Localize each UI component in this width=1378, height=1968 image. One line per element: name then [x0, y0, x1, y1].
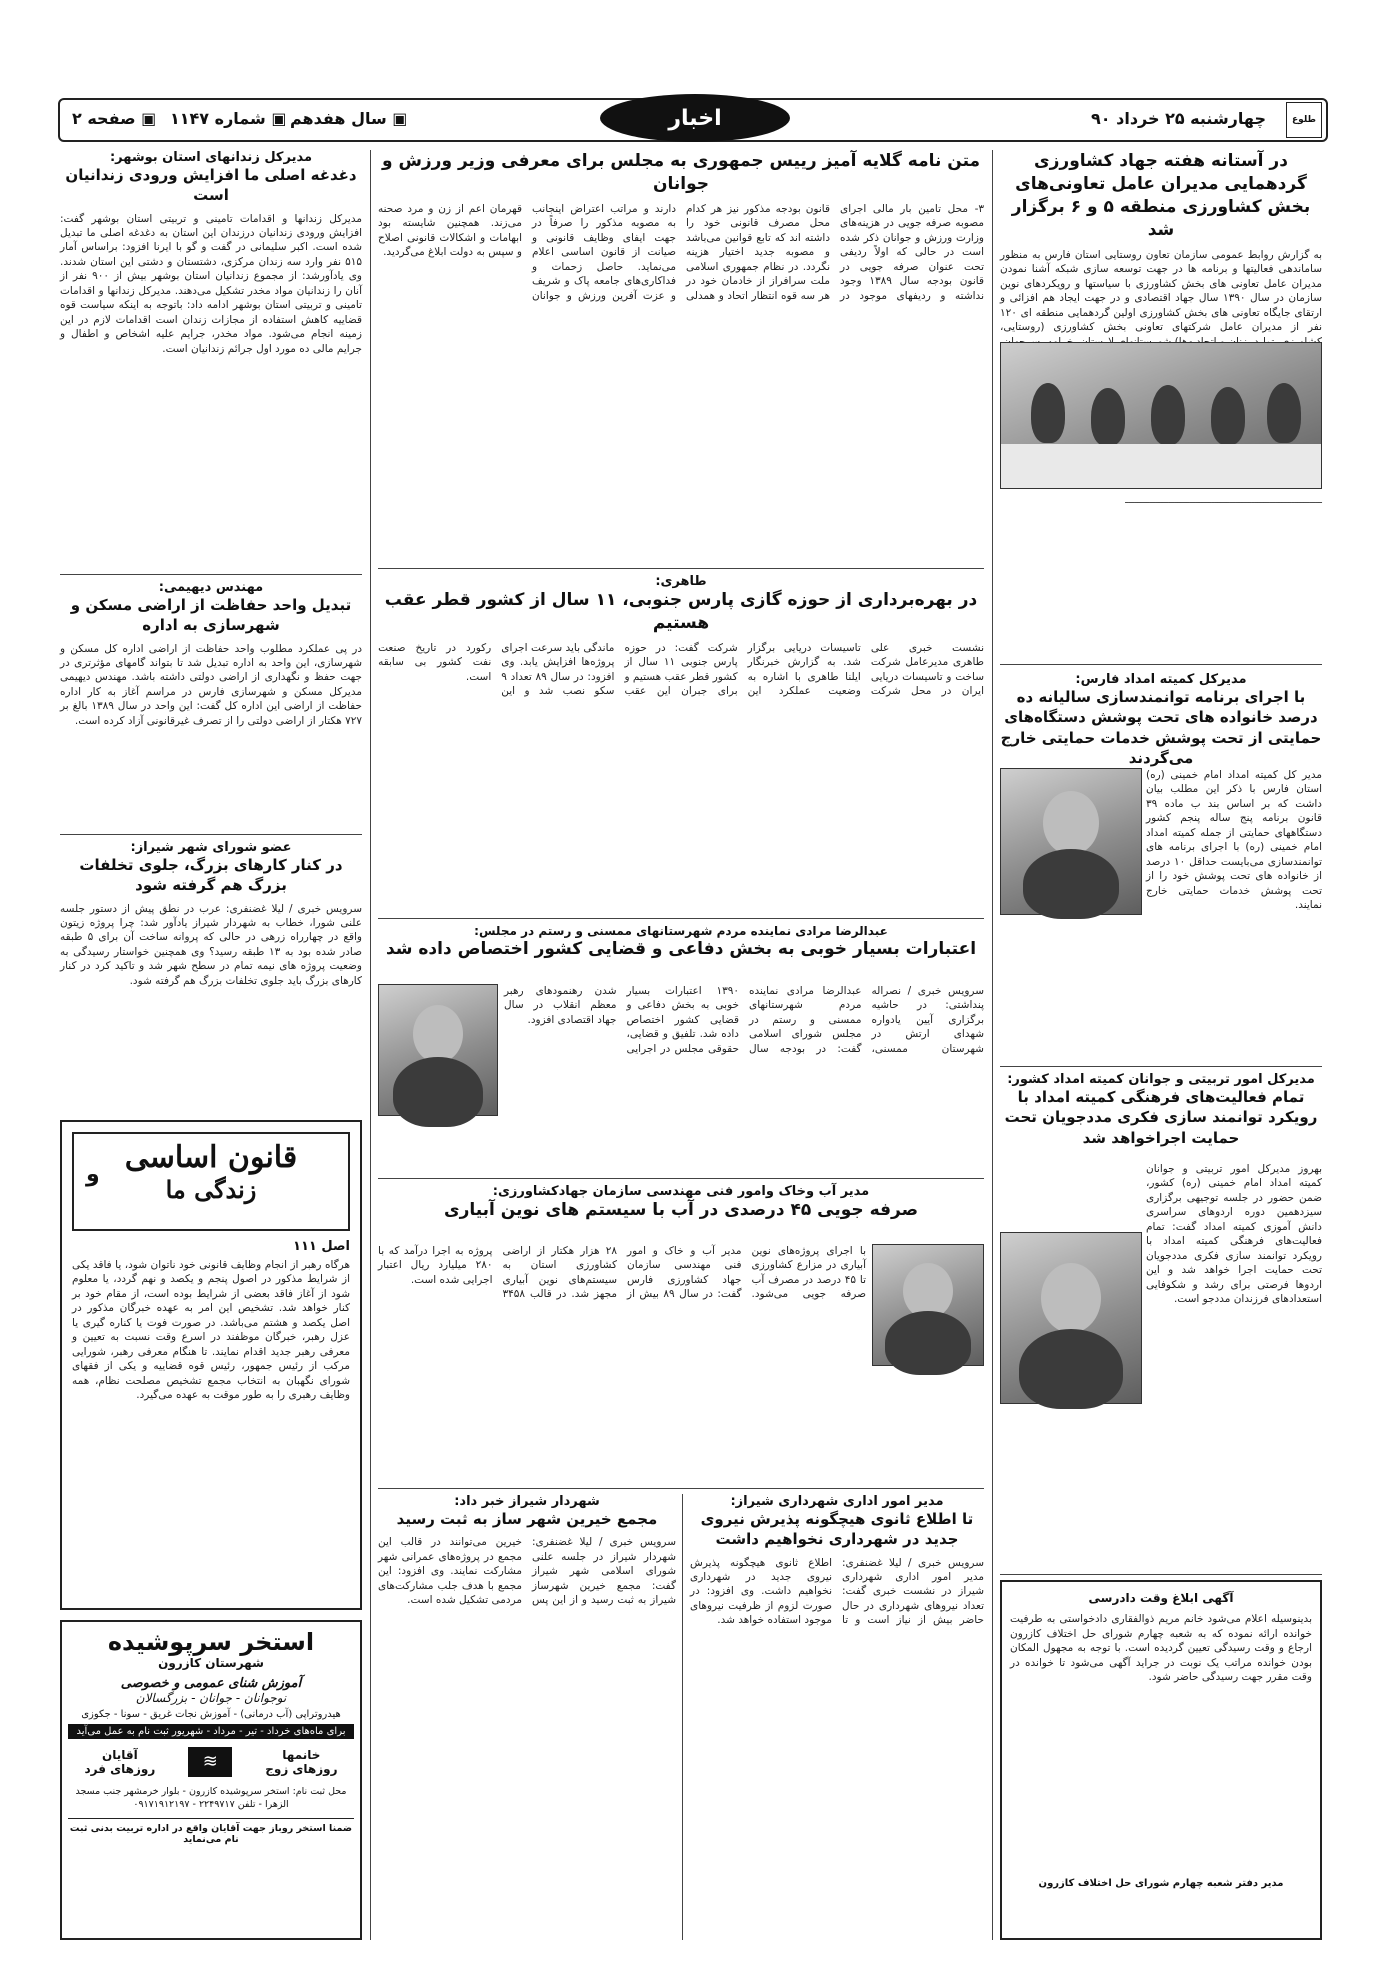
article-land-headline: تبدیل واحد حفاظت از اراضی مسکن و شهرسازی به اداره	[70, 596, 352, 635]
article-water-kicker: مدیر آب وخاک وامور فنی مهندسی سازمان جهادکشاورزی:	[492, 1184, 870, 1199]
rule-left-col	[370, 150, 371, 1940]
rule-center-4	[378, 1488, 984, 1489]
rule-right-2	[1000, 1066, 1322, 1067]
masthead-year: ▣ سال هفدهم	[290, 109, 408, 128]
quran-body: هرگاه رهبر از انجام وظایف قانونی خود ناتوان شود، یا فاقد یکی از شرایط مذکور در اصول پنجم و یکصد و نهم گردد، یا معلوم شود از آغاز فاقد بعضی از شرایط بوده است، از مقام خود بر کنار خواهد شد. تشخیص این امر به عهده خبرگان مذکور در اصل یکصد و هشتم می‌باشد. در صورت فوت یا کناره گیری یا عزل رهبر، خبرگان موظفند در اسرع وقت نسبت به تعیین و معرفی رهبر جدید اقدام نمایند. تا هنگام معرفی رهبر، شورایی مرکب از رئیس جمهور، رئیس قوه قضاییه و یکی از فقهای شورای نگهبان به انتخاب مجمع تشخیص مصلحت نظام، همه وظایف رهبری را به طور موقت به عهده می‌گیرد.	[72, 1259, 350, 1402]
article-water-photo	[872, 1244, 984, 1366]
article-ngo-body: بهروز مدیرکل امور تربیتی و جوانان کمیته امداد امام خمینی (ره) کشور، ضمن حضور در جلسه توجیهی برگزاری سیزدهمین دوره اردوهای سراسری دانش آموزی کمیته امداد گفت: تمام فعالیت‌های فرهنگی کمیته امداد با رویکرد توانمند سازی فکری مددجویان تحت حمایت اجرا خواهد شد و این اردوها فرصتی برای رشد و شکوفایی استعدادهای فرزندان مددجو است.	[1146, 1163, 1322, 1306]
article-labor-body: سرویس خبری / لیلا غضنفری: مدیر امور اداری شهرداری شیراز در نشست خبری گفت: تعداد نیروهای شهرداری در حال حاضر بیش از نیاز است و تا اطلاع ثانوی هیچگونه پذیرش نیروی جدید در شهرداری نخواهیم داشت. وی افزود: در صورت لزوم از ظرفیت نیروهای موجود استفاده خواهد شد.	[690, 1556, 984, 1627]
article-agri-headline: در آستانه هفته جهاد کشاورزی گردهمایی مدیران عامل تعاونی‌های بخش کشاورزی منطقه ۵ و ۶ برگزار شد	[1011, 151, 1311, 240]
article-land-body: در پی عملکرد مطلوب واحد حفاظت از اراضی اداره کل مسکن و شهرسازی، این واحد به اداره تبدیل شد تا بتواند گامهای مؤثرتری در جهت حفظ و نگهداری از اراضی دولتی داشته باشد. مهندس دیهیمی مدیرکل مسکن و شهرسازی فارس در مراسم آغاز به کار اداره حفاظت از اراضی این اداره کل گفت: این واحد در سال ۱۳۸۹ بالغ بر ۷۲۷ هکتار از اراضی دولتی را از تصرف غیرقانونی آزاد کرده است.	[60, 642, 362, 727]
article-water-headline: صرفه جویی ۴۵ درصدی در آب با سیستم های نوین آبیاری	[443, 1200, 919, 1220]
article-labor-kicker: مدیر امور اداری شهرداری شیراز:	[730, 1494, 944, 1509]
quran-title-frame	[72, 1132, 350, 1231]
ad-badge-men: آقایان روزهای فرد	[84, 1748, 156, 1776]
rule-center-2	[378, 918, 984, 919]
article-prisons-body: مدیرکل زندانها و اقدامات تامینی و تربیتی استان بوشهر گفت: افزایش ورودی زندانیان درزندان این استان به دغدغه اصلی ما تبدیل شده است. اکبر سلیمانی در گفت و گو با ایرنا افزود: براساس آمار ۵۱۵ نفر وارد سه زندان مرکزی، دشتستان و دشتی این استان شدند. وی یادآورشد: از مجموع زندانیان استان بوشهر بیش از ۹۰۰ نفر از آنان را زندانیان مواد مخدر تشکیل می‌دهند. مدیرکل زندانها و اقدامات تامینی و تربیتی استان بوشهر ادامه داد: باتوجه به اینکه سیاست قوه قضاییه کاهش استفاده از مجازات زندان است اقدامات لازم در این زمینه انجام می‌شود. مواد مخدر، جرایم علیه اشخاص و اطفال و جرایم مالی ده مورد اول جرائم زندانیان است.	[60, 212, 362, 355]
ad-line2: نوجوانان - جوانان - بزرگسالان	[135, 1691, 287, 1705]
article-prisons-kicker: مدیرکل زندانهای استان بوشهر:	[109, 150, 313, 165]
article-welfare-kicker: مدیرکل کمیته امداد فارس:	[1075, 672, 1247, 687]
masthead-logo: طلوع	[1286, 102, 1322, 138]
article-gas-kicker: طاهری:	[655, 574, 707, 589]
rule-right-3	[1000, 1574, 1322, 1575]
rule-left-1	[60, 574, 362, 575]
quran-box	[60, 1120, 362, 1610]
article-letter-headline: متن نامه گلایه آمیز رییس جمهوری به مجلس برای معرفی وزیر ورزش و جوانان	[381, 151, 981, 194]
article-ngo-headline: تمام فعالیت‌های فرهنگی کمیته امداد با رویکرد توانمند سازی فکری مددجویان تحت حمایت اجراخواهد شد	[1004, 1088, 1318, 1147]
masthead	[58, 98, 1328, 142]
article-water	[378, 1184, 984, 1484]
ad-line1: آموزش شنای عمومی و خصوصی	[120, 1676, 302, 1691]
article-gas	[378, 574, 984, 914]
ad-address: محل ثبت نام: استخر سرپوشیده کازرون - بلوار خرمشهر جنب مسجد الزهرا - تلفن ۲۲۴۹۷۱۷ - ۰۹۱۷۱۹۱۲۱۹۷	[75, 1786, 347, 1811]
article-council-headline: در کنار کارهای بزرگ، جلوی تخلفات بزرگ هم گرفته شود	[79, 856, 343, 895]
rule-right-1	[1000, 664, 1322, 665]
ad-pool	[60, 1620, 362, 1940]
article-land-kicker: مهندس دیهیمی:	[158, 580, 264, 595]
article-council-kicker: عضو شورای شهر شیراز:	[130, 840, 292, 855]
article-welfare-photo	[1000, 768, 1142, 915]
article-defense-photo	[378, 984, 498, 1116]
article-agri-photo	[1000, 342, 1322, 489]
masthead-issue: ▣ شماره ۱۱۴۷	[170, 109, 287, 128]
masthead-section-badge	[600, 94, 790, 142]
article-water-body: با اجرای پروژه‌های نوین آبیاری در مزارع کشاورزی تا ۴۵ درصد در مصرف آب صرفه جویی می‌شود. مدیر آب و خاک و امور فنی مهندسی سازمان جهاد کشاورزی فارس گفت: در سال ۸۹ بیش از ۲۸ هزار هکتار از اراضی کشاورزی استان به سیستم‌های نوین آبیاری مجهز شد. در قالب ۳۴۵۸ پروژه به اجرا درآمد که با ۲۸۰ میلیارد ریال اعتبار اجرایی شده است.	[378, 1245, 866, 1301]
quran-title-main: قانون اساسی	[124, 1140, 298, 1175]
article-welfare	[1000, 672, 1322, 1062]
rule-center-1	[378, 568, 984, 569]
masthead-section-title: اخبار	[668, 105, 722, 131]
ad-logo-icon: ≋	[188, 1747, 232, 1777]
ad-line4: برای ماه‌های خرداد - تیر - مرداد - شهریور ثبت نام به عمل می‌آید	[68, 1724, 354, 1739]
article-letter-body: ۳- محل تامین بار مالی اجرای مصوبه صرفه جویی در هزینه‌های وزارت ورزش و جوانان ذکر شده است در حالی که اولاً ردیفی تحت عنوان صرفه جویی در قانون بودجه سال ۱۳۸۹ وجود نداشته و ردیفهای موجود در قانون بودجه مذکور نیز هر کدام محل مصرف قانونی خود را داشته اند که تابع قوانین می‌باشد و مصوبه جدید اختیار هزینه نگردد. در نظام جمهوری اسلامی ملت سرافراز از خادمان خود در هر سه قوه انتظار اتحاد و همدلی دارند و مراتب اعتراض اینجانب به مصوبه مذکور را صرفاً در جهت ایفای وظایف قانونی و صیانت از قانون اساسی اعلام می‌نماید. حاصل زحمات و فداکاری‌های جامعه پاک و شریف و عزت آفرین ورزش و جوانان قهرمان اعم از زن و مرد صحنه می‌زند. همچنین شایسته بود ابهامات و اشکالات قانونی اصلاح و سپس به دولت ابلاغ می‌گردید.	[378, 202, 984, 302]
notice-body: بدینوسیله اعلام می‌شود خانم مریم ذوالفقاری دادخواستی به طرفیت خوانده ارائه نموده که به شعبه چهارم شورای حل اختلاف کازرون ارجاع و وقت رسیدگی تعیین گردیده است. با توجه به مجهول المکان بودن خوانده مراتب یک نوبت در جراید آگهی می‌شود تا خوانده در وقت مقرر جهت رسیدگی حاضر شود.	[1010, 1613, 1312, 1684]
article-ngo-photo	[1000, 1232, 1142, 1404]
quran-section-title: اصل ۱۱۱	[293, 1239, 350, 1254]
article-labor	[690, 1494, 984, 1940]
article-agri-body: به گزارش روابط عمومی سازمان تعاون روستایی استان فارس به منظور ساماندهی فعالیتها و برنامه ها در جهت توسعه سازی شبکه آشنا نمودن مدیران عامل تعاونی های بخش کشاورزی با سیاستها و رویکردهای نوین سازمان در سال ۱۳۹۰ سال جهاد اقتصادی و در جهت ایجاد هم افزائی و ارتقای جایگاه تعاونی های بخش کشاورزی اولین گردهمایی منطقه ای ۱۲۰ نفر از مدیران عامل شرکتهای تعاونی بخش کشاورزی (روستایی،	[1000, 248, 1322, 334]
article-defense	[378, 924, 984, 1174]
article-prisons-headline: دغدغه اصلی ما افزایش ورودی زندانیان است	[65, 166, 357, 205]
ad-title: استخر سرپوشیده	[107, 1628, 315, 1656]
notice-title: آگهی ابلاغ وقت دادرسی	[1088, 1591, 1234, 1605]
article-mayor-headline: مجمع خیرین شهر ساز به ثبت رسید	[396, 1510, 658, 1528]
article-gas-body: نشست خبری علی طاهری مدیرعامل شرکت ساخت و تاسیسات دریایی ایران در محل شرکت تاسیسات دریایی برگزار شد. به گزارش خبرنگار ایلنا طاهری با اشاره به وضعیت عملکرد این شرکت گفت: در حوزه پارس جنوبی ۱۱ سال از کشور قطر عقب هستیم و برای جبران این عقب ماندگی باید سرعت اجرای پروژه‌ها افزایش یابد. وی افزود: در سال ۸۹ تعداد ۹ سکو نصب شد و این رکورد در تاریخ صنعت نفت کشور بی سابقه است.	[378, 641, 984, 698]
article-prisons	[60, 150, 362, 570]
article-council-body: سرویس خبری / لیلا غضنفری: عرب در نطق پیش از دستور جلسه علنی شورا، خطاب به شهردار شیراز یادآور شد: چرا پروژه زیتون واقع در چهارراه زرهی در حالی که پروانه ساخت آن برای ۵ طبقه صادر شده بود به ۱۳ طبقه رسید؟ وی همچنین خواستار رسیدگی به وضعیت پروژه های نیمه تمام در سطح شهر شد و تاکید کرد در کنار کارهای بزرگ باید جلوی تخلفات بزرگ هم گرفته شود.	[60, 902, 362, 987]
article-labor-headline: تا اطلاع ثانوی هیچگونه پذیرش نیروی جدید در شهرداری نخواهیم داشت	[700, 1510, 974, 1549]
article-defense-headline: اعتبارات بسیار خوبی به بخش دفاعی و قضایی کشور اختصاص داده شد	[385, 939, 977, 959]
quran-title-sub: زندگی ما	[165, 1175, 257, 1204]
ad-line3: هیدروتراپی (آب درمانی) - آموزش نجات غریق - سونا - جکوزی	[81, 1709, 341, 1720]
article-mayor-kicker: شهردار شیراز خبر داد:	[454, 1494, 600, 1509]
rule-left-2	[60, 834, 362, 835]
article-gas-headline: در بهره‌برداری از حوزه گازی پارس جنوبی، ۱۱ سال از کشور قطر عقب هستیم	[384, 590, 978, 633]
ad-badges	[68, 1747, 354, 1777]
article-agri-body-cont: ــــــــــــــــــــــــــــــــــــــــــــــــــــــــــــــــ	[1125, 493, 1322, 506]
article-ngo	[1000, 1072, 1322, 1572]
article-mayor-body: سرویس خبری / لیلا غضنفری: شهردار شیراز در جلسه علنی شورای اسلامی شهر شیراز گفت: مجمع خیرین شهرساز شیراز به ثبت رسید و از این پس خیرین می‌توانند در قالب این مجمع در پروژه‌های عمرانی شهر مشارکت نمایند. وی افزود: این مجمع با هدف جلب مشارکت‌های مردمی تشکیل شده است.	[378, 1536, 676, 1607]
ad-footer: ضمنا استخر روباز جهت آقایان واقع در اداره تربیت بدنی ثبت نام می‌نماید	[68, 1818, 354, 1845]
article-council	[60, 840, 362, 1110]
article-defense-body: سرویس خبری / نصراله پنداشتی: در حاشیه برگزاری آیین یادواره شهدای ارتش در شهرستان ممسنی، عبدالرضا مرادی نماینده مردم شهرستانهای ممسنی و رستم در مجلس شورای اسلامی گفت: در بودجه سال ۱۳۹۰ اعتبارات بسیار خوبی به بخش دفاعی و قضایی کشور اختصاص داده شد. تلفیق و قضایی، حقوقی مجلس در اجرایی شدن رهنمودهای رهبر معظم انقلاب در سال جهاد اقتصادی افزود.	[504, 985, 984, 1055]
rule-right-col	[992, 150, 993, 1940]
rule-center-3	[378, 1178, 984, 1179]
article-welfare-body: مدیر کل کمیته امداد امام خمینی (ره) استان فارس با ذکر این مطلب بیان داشت که بر اساس بند ب ماده ۳۹ قانون برنامه پنج ساله پنجم کشور دستگاههای حمایتی از جمله کمیته امداد امام خمینی (ره) با اجرای برنامه های توانمندسازی می‌بایست حداقل ۱۰ درصد از خانواده های تحت پوشش خود را از تحت پوشش خدمات حمایتی خارج نمایند.	[1146, 769, 1322, 912]
article-welfare-headline: با اجرای برنامه توانمندسازی سالیانه ده درصد خانواده های تحت پوشش دستگاه‌های حمایتی از تحت پوشش خدمات حمایتی خارج می‌گردند	[1000, 688, 1322, 767]
rule-center-split	[682, 1494, 683, 1940]
article-mayor	[378, 1494, 676, 1940]
article-ngo-kicker: مدیرکل امور تربیتی و جوانان کمیته امداد کشور:	[1007, 1072, 1315, 1087]
notice-box	[1000, 1580, 1322, 1940]
masthead-date: چهارشنبه ۲۵ خرداد ۹۰	[1091, 109, 1266, 128]
notice-signature: مدیر دفتر شعبه چهارم شورای حل اختلاف کازرون	[1038, 1878, 1284, 1890]
ad-badge-women: خانمها روزهای زوج	[265, 1748, 338, 1776]
article-letter	[378, 150, 984, 565]
article-agri	[1000, 150, 1322, 660]
quran-title-joiner: و	[86, 1162, 100, 1187]
ad-subtitle: شهرستان کازرون	[158, 1656, 264, 1670]
article-defense-kicker: عبدالرضا مرادی نماینده مردم شهرستانهای ممسنی و رستم در مجلس:	[474, 924, 888, 938]
article-land	[60, 580, 362, 830]
masthead-page: ▣ صفحه ۲	[72, 109, 157, 128]
